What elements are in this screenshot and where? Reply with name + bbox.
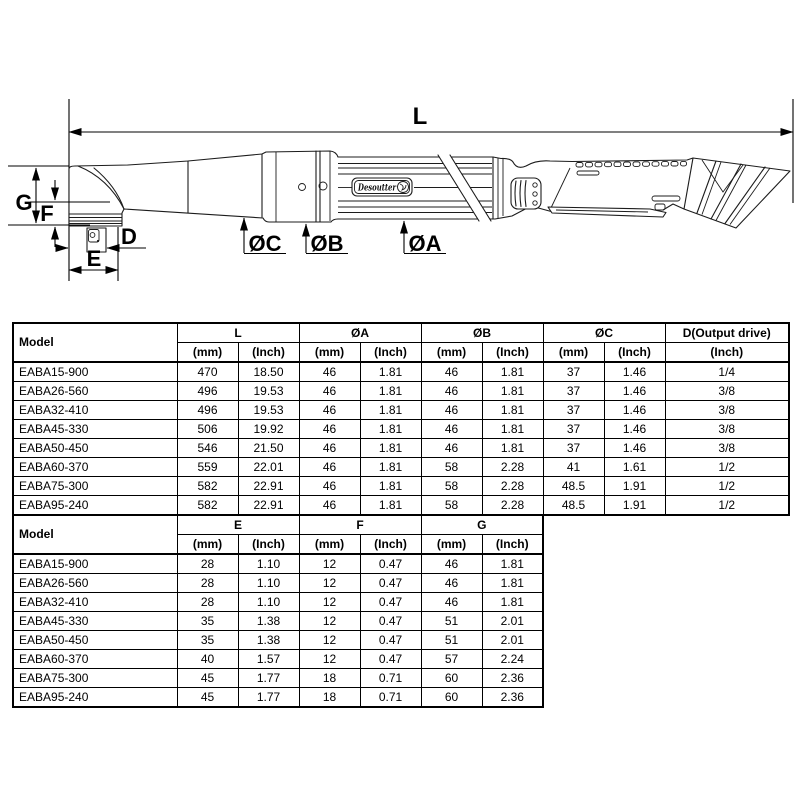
table-row	[13, 420, 789, 439]
value-cell: 1.81	[482, 439, 543, 458]
value-cell: 41	[543, 458, 604, 477]
value-cell: 1.38	[238, 612, 299, 631]
value-cell: 2.28	[482, 477, 543, 496]
value-cell: 19.92	[238, 420, 299, 439]
table-row	[13, 631, 543, 650]
value-cell: 1.46	[604, 362, 665, 382]
dimension-table-main	[12, 322, 790, 516]
value-cell: 37	[543, 401, 604, 420]
value-cell: 12	[299, 593, 360, 612]
value-cell: 35	[177, 631, 238, 650]
spec-tables	[12, 322, 790, 708]
unit-mm: (mm)	[299, 343, 360, 363]
table-row	[13, 688, 543, 708]
value-cell: 1.81	[482, 593, 543, 612]
group-header-row	[13, 323, 789, 343]
value-cell: 28	[177, 574, 238, 593]
value-cell: 60	[421, 669, 482, 688]
unit-mm: (mm)	[421, 535, 482, 555]
brand-label: Desoutter	[357, 183, 397, 194]
table-row	[13, 612, 543, 631]
value-cell: 12	[299, 554, 360, 574]
dimension-D-label: D	[121, 224, 137, 249]
value-cell: 559	[177, 458, 238, 477]
value-cell: 46	[299, 477, 360, 496]
value-cell: 1.10	[238, 593, 299, 612]
value-cell: 2.36	[482, 688, 543, 708]
dimension-F-label: F	[40, 201, 54, 226]
value-cell: 19.53	[238, 401, 299, 420]
value-cell: 46	[421, 554, 482, 574]
dimension-table-efg	[12, 514, 544, 708]
value-cell: 12	[299, 574, 360, 593]
tool-technical-drawing	[0, 0, 800, 312]
value-cell: 58	[421, 458, 482, 477]
model-cell: EABA32-410	[13, 593, 177, 612]
value-cell: 2.28	[482, 458, 543, 477]
unit-inch: (Inch)	[482, 343, 543, 363]
col-header-F: F	[299, 515, 421, 535]
value-cell: 18.50	[238, 362, 299, 382]
model-cell: EABA60-370	[13, 650, 177, 669]
value-cell: 28	[177, 593, 238, 612]
value-cell: 60	[421, 688, 482, 708]
value-cell: 1.81	[360, 477, 421, 496]
value-cell: 1.81	[360, 401, 421, 420]
value-cell: 1.81	[360, 420, 421, 439]
value-cell: 0.47	[360, 612, 421, 631]
value-cell: 57	[421, 650, 482, 669]
value-cell: 1.81	[360, 458, 421, 477]
value-cell: 1.81	[360, 382, 421, 401]
value-cell: 470	[177, 362, 238, 382]
unit-inch: (Inch)	[482, 535, 543, 555]
value-cell: 37	[543, 439, 604, 458]
dia-B-label: ØB	[310, 231, 344, 256]
table-row	[13, 401, 789, 420]
value-cell: 48.5	[543, 496, 604, 516]
value-cell: 1/2	[665, 458, 789, 477]
value-cell: 546	[177, 439, 238, 458]
value-cell: 1.81	[482, 554, 543, 574]
table-row	[13, 574, 543, 593]
value-cell: 1.81	[360, 362, 421, 382]
value-cell: 22.91	[238, 477, 299, 496]
value-cell: 48.5	[543, 477, 604, 496]
value-cell: 1.46	[604, 382, 665, 401]
col-header-model: Model	[13, 515, 177, 554]
model-cell: EABA75-300	[13, 477, 177, 496]
callout-dia-A	[404, 221, 446, 256]
value-cell: 1.91	[604, 477, 665, 496]
value-cell: 1.81	[482, 420, 543, 439]
value-cell: 0.47	[360, 593, 421, 612]
value-cell: 45	[177, 669, 238, 688]
value-cell: 46	[421, 362, 482, 382]
col-header-L: L	[177, 323, 299, 343]
col-header-dia-A: ØA	[299, 323, 421, 343]
value-cell: 2.24	[482, 650, 543, 669]
value-cell: 46	[421, 439, 482, 458]
model-cell: EABA45-330	[13, 612, 177, 631]
value-cell: 496	[177, 382, 238, 401]
value-cell: 2.01	[482, 612, 543, 631]
dia-A-label: ØA	[408, 231, 442, 256]
value-cell: 1.10	[238, 574, 299, 593]
value-cell: 0.71	[360, 669, 421, 688]
value-cell: 2.01	[482, 631, 543, 650]
model-cell: EABA60-370	[13, 458, 177, 477]
value-cell: 37	[543, 420, 604, 439]
value-cell: 35	[177, 612, 238, 631]
value-cell: 1.61	[604, 458, 665, 477]
dia-C-label: ØC	[248, 231, 282, 256]
unit-inch: (Inch)	[604, 343, 665, 363]
value-cell: 12	[299, 612, 360, 631]
value-cell: 1.10	[238, 554, 299, 574]
value-cell: 1.77	[238, 669, 299, 688]
unit-inch: (Inch)	[360, 535, 421, 555]
value-cell: 1.81	[360, 496, 421, 516]
value-cell: 18	[299, 688, 360, 708]
table-row	[13, 496, 789, 516]
dimension-G-label: G	[15, 190, 33, 215]
unit-inch: (Inch)	[360, 343, 421, 363]
value-cell: 1.81	[482, 382, 543, 401]
dimension-E-label: E	[86, 246, 102, 271]
value-cell: 1.81	[482, 362, 543, 382]
model-cell: EABA95-240	[13, 496, 177, 516]
col-header-G: G	[421, 515, 543, 535]
model-cell: EABA32-410	[13, 401, 177, 420]
value-cell: 1.81	[482, 574, 543, 593]
model-cell: EABA15-900	[13, 554, 177, 574]
unit-mm: (mm)	[177, 343, 238, 363]
model-cell: EABA26-560	[13, 574, 177, 593]
value-cell: 46	[421, 420, 482, 439]
dimension-L-label: L	[412, 103, 428, 130]
value-cell: 28	[177, 554, 238, 574]
unit-inch: (Inch)	[665, 343, 789, 363]
value-cell: 1.81	[360, 439, 421, 458]
value-cell: 1.57	[238, 650, 299, 669]
value-cell: 58	[421, 496, 482, 516]
table-row	[13, 554, 543, 574]
table-row	[13, 458, 789, 477]
value-cell: 46	[421, 382, 482, 401]
value-cell: 21.50	[238, 439, 299, 458]
value-cell: 58	[421, 477, 482, 496]
unit-mm: (mm)	[177, 535, 238, 555]
value-cell: 46	[421, 593, 482, 612]
table-row	[13, 669, 543, 688]
group-header-row	[13, 515, 543, 535]
value-cell: 0.71	[360, 688, 421, 708]
callout-dia-C	[244, 218, 286, 256]
table-row	[13, 362, 789, 382]
value-cell: 2.36	[482, 669, 543, 688]
value-cell: 51	[421, 612, 482, 631]
value-cell: 1.81	[482, 401, 543, 420]
value-cell: 46	[299, 401, 360, 420]
value-cell: 40	[177, 650, 238, 669]
table-row	[13, 650, 543, 669]
value-cell: 46	[421, 574, 482, 593]
value-cell: 1.38	[238, 631, 299, 650]
value-cell: 1.46	[604, 420, 665, 439]
value-cell: 12	[299, 650, 360, 669]
value-cell: 1.46	[604, 439, 665, 458]
unit-mm: (mm)	[543, 343, 604, 363]
value-cell: 46	[299, 362, 360, 382]
value-cell: 3/8	[665, 401, 789, 420]
value-cell: 0.47	[360, 554, 421, 574]
table-row	[13, 477, 789, 496]
callout-dia-B	[306, 224, 348, 256]
col-header-dia-C: ØC	[543, 323, 665, 343]
value-cell: 0.47	[360, 574, 421, 593]
value-cell: 3/8	[665, 382, 789, 401]
model-cell: EABA50-450	[13, 631, 177, 650]
model-cell: EABA26-560	[13, 382, 177, 401]
model-cell: EABA50-450	[13, 439, 177, 458]
grip-roller	[511, 178, 541, 209]
col-header-model: Model	[13, 323, 177, 362]
value-cell: 582	[177, 496, 238, 516]
value-cell: 506	[177, 420, 238, 439]
value-cell: 12	[299, 631, 360, 650]
col-header-dia-B: ØB	[421, 323, 543, 343]
value-cell: 1.77	[238, 688, 299, 708]
value-cell: 46	[299, 439, 360, 458]
value-cell: 51	[421, 631, 482, 650]
value-cell: 1/2	[665, 477, 789, 496]
table-row	[13, 593, 543, 612]
value-cell: 19.53	[238, 382, 299, 401]
unit-inch: (Inch)	[238, 535, 299, 555]
col-header-E: E	[177, 515, 299, 535]
value-cell: 1.46	[604, 401, 665, 420]
col-header-d-output-drive: D(Output drive)	[665, 323, 789, 343]
value-cell: 1.91	[604, 496, 665, 516]
tool-outline	[69, 151, 790, 228]
value-cell: 0.47	[360, 631, 421, 650]
model-cell: EABA15-900	[13, 362, 177, 382]
value-cell: 46	[299, 382, 360, 401]
value-cell: 37	[543, 382, 604, 401]
value-cell: 22.91	[238, 496, 299, 516]
value-cell: 3/8	[665, 420, 789, 439]
value-cell: 496	[177, 401, 238, 420]
table-row	[13, 439, 789, 458]
unit-inch: (Inch)	[238, 343, 299, 363]
brand-badge	[352, 178, 412, 196]
value-cell: 46	[299, 496, 360, 516]
value-cell: 46	[421, 401, 482, 420]
value-cell: 1/2	[665, 496, 789, 516]
value-cell: 0.47	[360, 650, 421, 669]
value-cell: 37	[543, 362, 604, 382]
value-cell: 2.28	[482, 496, 543, 516]
value-cell: 46	[299, 458, 360, 477]
value-cell: 18	[299, 669, 360, 688]
table-row	[13, 382, 789, 401]
value-cell: 3/8	[665, 439, 789, 458]
unit-mm: (mm)	[421, 343, 482, 363]
model-cell: EABA75-300	[13, 669, 177, 688]
unit-mm: (mm)	[299, 535, 360, 555]
value-cell: 582	[177, 477, 238, 496]
value-cell: 22.01	[238, 458, 299, 477]
value-cell: 45	[177, 688, 238, 708]
model-cell: EABA45-330	[13, 420, 177, 439]
model-cell: EABA95-240	[13, 688, 177, 708]
value-cell: 1/4	[665, 362, 789, 382]
value-cell: 46	[299, 420, 360, 439]
